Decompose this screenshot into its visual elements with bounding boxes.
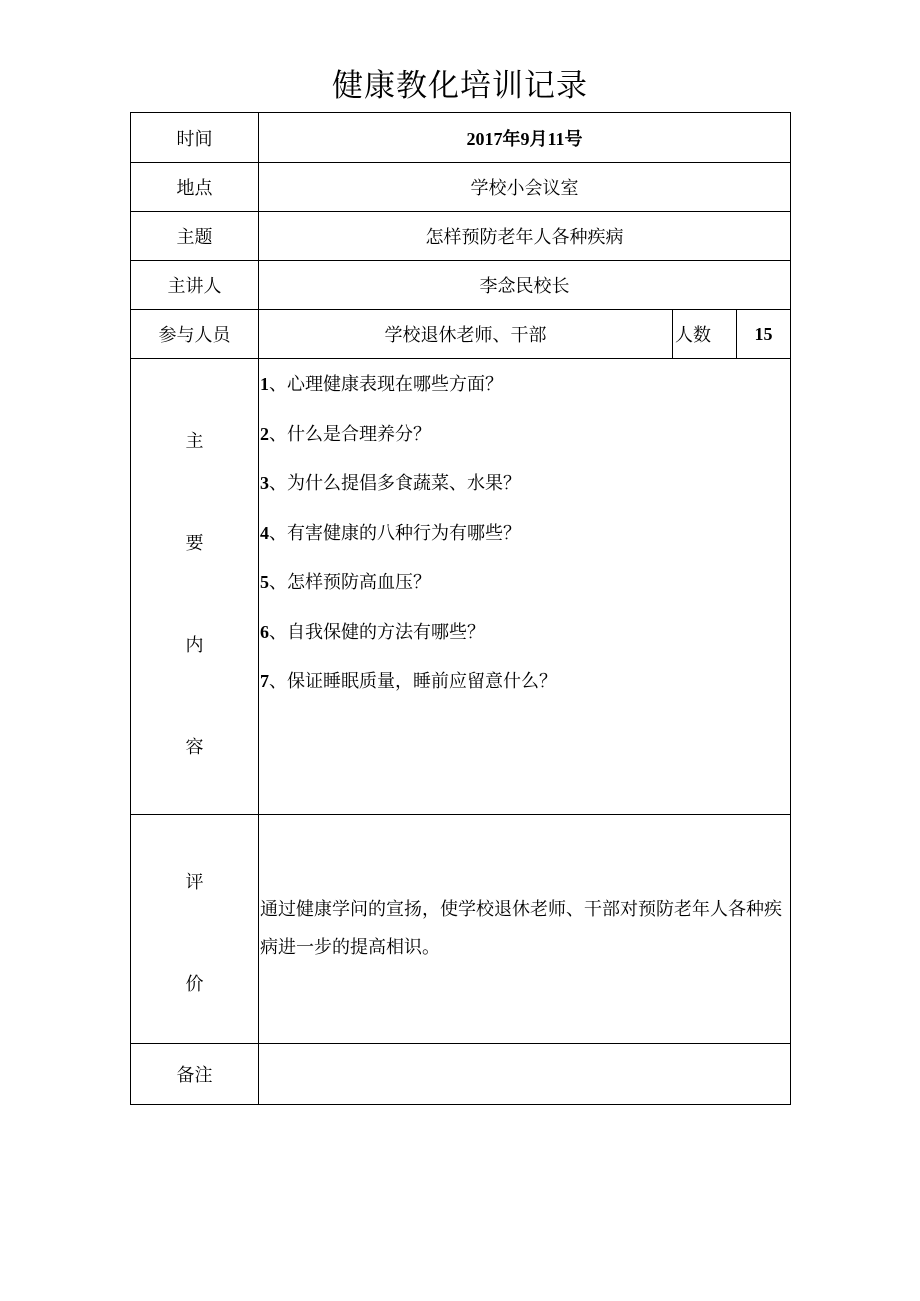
evaluation-label-char: 价 — [185, 974, 204, 995]
row-participants — [131, 310, 791, 359]
speaker-value: 李念民校长 — [259, 261, 791, 310]
count-label: 人数 — [673, 310, 737, 359]
list-item: 7、保证睡眠质量，睡前应留意什么？ — [260, 671, 557, 692]
time-value: 2017年9月11号 — [259, 113, 791, 163]
main-content-label — [131, 359, 259, 815]
place-label: 地点 — [131, 163, 259, 212]
evaluation-label-char: 评 — [185, 872, 204, 893]
row-main-content — [131, 359, 791, 815]
row-place — [131, 163, 791, 212]
remarks-value — [259, 1044, 791, 1105]
participants-value: 学校退休老师、干部 — [259, 310, 673, 359]
remarks-label: 备注 — [131, 1044, 259, 1105]
main-content-label-char: 内 — [185, 635, 204, 656]
list-item: 6、自我保健的方法有哪些？ — [260, 621, 485, 643]
list-item: 5、怎样预防高血压？ — [260, 572, 431, 593]
evaluation-label — [131, 815, 259, 1044]
place-value: 学校小会议室 — [259, 163, 791, 212]
training-record-table — [130, 112, 791, 1105]
document-title: 健康教化培训记录 — [332, 68, 588, 104]
main-content-label-char: 容 — [185, 737, 204, 758]
topic-label: 主题 — [131, 212, 259, 261]
main-content-list — [259, 359, 791, 815]
list-item: 1、心理健康表现在哪些方面？ — [260, 374, 503, 395]
participants-label: 参与人员 — [131, 310, 259, 359]
time-label: 时间 — [131, 113, 259, 163]
row-remarks — [131, 1044, 791, 1105]
row-evaluation — [131, 815, 791, 1044]
list-item: 3、为什么提倡多食蔬菜、水果？ — [260, 473, 521, 494]
row-topic — [131, 212, 791, 261]
speaker-label: 主讲人 — [131, 261, 259, 310]
list-item: 4、有害健康的八种行为有哪些？ — [260, 522, 521, 544]
main-content-label-char: 主 — [185, 431, 204, 452]
list-item: 2、什么是合理养分？ — [260, 423, 431, 445]
row-speaker — [131, 261, 791, 310]
count-value: 15 — [737, 310, 791, 359]
topic-value: 怎样预防老年人各种疾病 — [259, 212, 791, 261]
row-time — [131, 113, 791, 163]
main-content-label-char: 要 — [185, 533, 204, 554]
evaluation-text: 通过健康学问的宣扬，使学校退休老师、干部对预防老年人各种疾病进一步的提高相识。 — [259, 815, 791, 1044]
